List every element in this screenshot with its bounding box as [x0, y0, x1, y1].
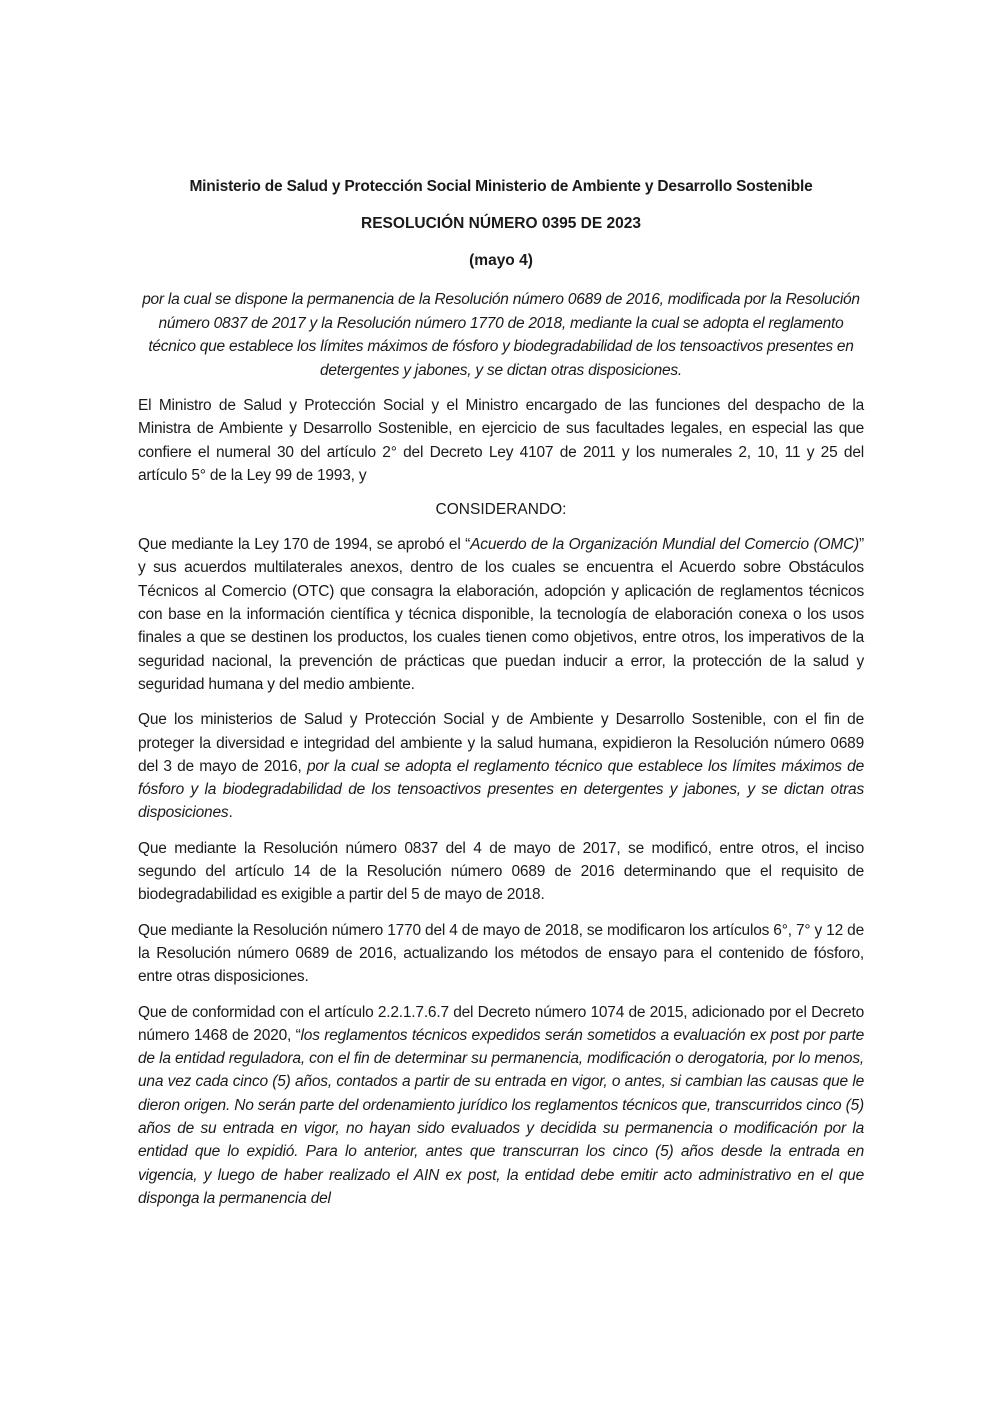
- p5-text-a: Que de conformidad con el artículo 2.2.1.7.6.7 del Decreto número 1074 de 2015, adicionado por el Decreto número 1468 de 2020, “: [138, 1003, 864, 1044]
- p1-text-italic: Acuerdo de la Organización Mundial del Comercio (OMC): [470, 536, 860, 554]
- resolution-date: (mayo 4): [469, 252, 533, 269]
- considerando-paragraph-5: [138, 1001, 864, 1211]
- resolution-number: RESOLUCIÓN NÚMERO 0395 DE 2023: [361, 215, 641, 232]
- document-page: [138, 176, 864, 1222]
- considerando-paragraph-1: [138, 533, 864, 696]
- p1-text-a: Que mediante la Ley 170 de 1994, se aprobó el “: [138, 536, 471, 554]
- p2-text-c: .: [228, 804, 233, 822]
- resolution-summary: por la cual se dispone la permanencia de la Resolución número 0689 de 2016, modificada por la Resolución número 0837 de 2017 y la Resolución número 1770 de 2018, mediante la cual se adopta el reglamento técnico que establece los límites máximos de fósforo y biodegradabilidad de los tensoactivos presentes en detergentes y jabones, y se dictan otras disposiciones.: [142, 291, 860, 379]
- considerando-heading: CONSIDERANDO:: [435, 501, 567, 519]
- p1-text-c: ” y sus acuerdos multilaterales anexos, dentro de los cuales se encuentra el Acuerdo sobre Obstáculos Técnicos al Comercio (OTC) que consagra la elaboración, adopción y aplicación de reglamentos técnicos con base en la información científica y técnica disponible, la tecnología de elaboración conexa o los usos finales a que se destinen los productos, los cuales tienen como objetivos, entre otros, los imperativos de la seguridad nacional, la prevención de prácticas que puedan inducir a error, la protección de la salud y seguridad humana y del medio ambiente.: [138, 536, 864, 693]
- considerando-paragraph-2: [138, 708, 864, 824]
- preamble-paragraph: El Ministro de Salud y Protección Social y el Ministro encargado de las funciones del despacho de la Ministra de Ambiente y Desarrollo Sostenible, en ejercicio de sus facultades legales, en especial las que confiere el numeral 30 del artículo 2° del Decreto Ley 4107 de 2011 y los numerales 2, 10, 11 y 25 del artículo 5° de la Ley 99 de 1993, y: [138, 397, 864, 484]
- ministries-heading: Ministerio de Salud y Protección Social Ministerio de Ambiente y Desarrollo Sostenible: [189, 178, 813, 195]
- p2-text-italic: por la cual se adopta el reglamento técnico que establece los límites máximos de fósforo y la biodegradabilidad de los tensoactivos presentes en detergentes y jabones, y se dictan otras disposiciones: [138, 757, 864, 822]
- p5-text-italic: los reglamentos técnicos expedidos serán sometidos a evaluación ex post por parte de la entidad reguladora, con el fin de determinar su permanencia, modificación o derogatoria, por lo menos, una vez cada cinco (5) años, contados a partir de su entrada en vigor, o antes, si cambian las causas que le dieron origen. No serán parte del ordenamiento jurídico los reglamentos técnicos que, transcurridos cinco (5) años de su entrada en vigor, no hayan sido evaluados y decidida su permanencia o modificación por la entidad que lo expidió. Para lo anterior, antes que transcurran los cinco (5) años desde la entrada en vigencia, y luego de haber realizado el AIN ex post, la entidad debe emitir acto administrativo en el que disponga la permanencia del: [138, 1026, 864, 1207]
- considerando-paragraph-4: Que mediante la Resolución número 1770 del 4 de mayo de 2018, se modificaron los artículos 6°, 7° y 12 de la Resolución número 0689 de 2016, actualizando los métodos de ensayo para el contenido de fósforo, entre otras disposiciones.: [138, 921, 864, 986]
- p2-text-a: Que los ministerios de Salud y Protección Social y de Ambiente y Desarrollo Sostenible, con el fin de proteger la diversidad e integridad del ambiente y la salud humana, expidieron la Resolución número 0689 del 3 de mayo de 2016,: [138, 711, 864, 775]
- considerando-paragraph-3: Que mediante la Resolución número 0837 del 4 de mayo de 2017, se modificó, entre otros, el inciso segundo del artículo 14 de la Resolución número 0689 de 2016 determinando que el requisito de biodegradabilidad es exigible a partir del 5 de mayo de 2018.: [138, 839, 864, 904]
